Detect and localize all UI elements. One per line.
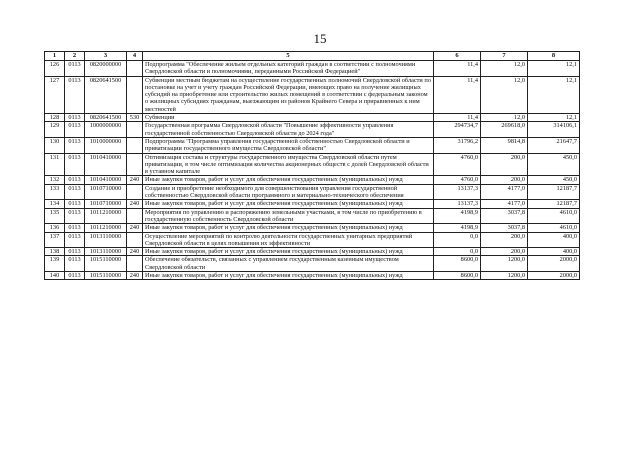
amount-year-2: 12,0 <box>481 114 528 122</box>
target-code: 0820000000 <box>85 61 127 77</box>
amount-year-3: 2000,0 <box>528 256 580 272</box>
header-cell-1: 1 <box>45 52 65 61</box>
target-code: 0820641500 <box>85 114 127 122</box>
row-number: 131 <box>45 153 65 176</box>
target-code: 1010000000 <box>85 137 127 153</box>
amount-year-1: 31796,2 <box>434 137 481 153</box>
target-code: 1011210000 <box>85 208 127 224</box>
item-name: Иные закупки товаров, работ и услуг для обеспечения государственных (муниципальных) нужд <box>143 272 434 280</box>
expense-type <box>127 122 143 138</box>
expense-type: 530 <box>127 114 143 122</box>
item-name: Государственная программа Свердловской области "Повышение эффективности управления государственной собственностью Свердловской области до 2024 года" <box>143 122 434 138</box>
section-code: 0113 <box>65 224 85 232</box>
amount-year-3: 12187,7 <box>528 200 580 208</box>
amount-year-3: 400,0 <box>528 248 580 256</box>
section-code: 0113 <box>65 61 85 77</box>
expense-type <box>127 208 143 224</box>
budget-table <box>44 51 580 280</box>
item-name: Осуществление мероприятий по контролю деятельности государственных унитарных предприятий Свердловской области в целях повышения их эффективности <box>143 232 434 248</box>
amount-year-1: 11,4 <box>434 76 481 113</box>
expense-type <box>127 256 143 272</box>
row-number: 129 <box>45 122 65 138</box>
amount-year-3: 4610,0 <box>528 208 580 224</box>
table-row <box>45 122 580 138</box>
target-code: 1000000000 <box>85 122 127 138</box>
row-number: 128 <box>45 114 65 122</box>
target-code: 1015110000 <box>85 272 127 280</box>
expense-type: 240 <box>127 272 143 280</box>
item-name: Обеспечение обязательств, связанных с управлением государственным казенным имуществом Свердловской области <box>143 256 434 272</box>
section-code: 0113 <box>65 200 85 208</box>
amount-year-2: 12,0 <box>481 61 528 77</box>
target-code: 1013110000 <box>85 232 127 248</box>
header-cell-4: 4 <box>127 52 143 61</box>
section-code: 0113 <box>65 184 85 200</box>
target-code: 1010710000 <box>85 200 127 208</box>
expense-type <box>127 153 143 176</box>
amount-year-1: 13137,3 <box>434 184 481 200</box>
section-code: 0113 <box>65 272 85 280</box>
section-code: 0113 <box>65 208 85 224</box>
section-code: 0113 <box>65 256 85 272</box>
expense-type <box>127 184 143 200</box>
item-name: Оптимизация состава и структуры государственного имущества Свердловской области путем приватизации, в том числе оптимизация количества акционерных обществ с долей Свердловской области в уставном капитале <box>143 153 434 176</box>
table-row <box>45 224 580 232</box>
item-name: Субвенции <box>143 114 434 122</box>
amount-year-2: 3037,8 <box>481 224 528 232</box>
amount-year-3: 450,0 <box>528 153 580 176</box>
header-cell-2: 2 <box>65 52 85 61</box>
amount-year-2: 4177,0 <box>481 200 528 208</box>
table-row <box>45 176 580 184</box>
amount-year-1: 4198,9 <box>434 224 481 232</box>
row-number: 133 <box>45 184 65 200</box>
amount-year-1: 13137,3 <box>434 200 481 208</box>
row-number: 136 <box>45 224 65 232</box>
section-code: 0113 <box>65 248 85 256</box>
amount-year-2: 200,0 <box>481 176 528 184</box>
item-name: Иные закупки товаров, работ и услуг для обеспечения государственных (муниципальных) нужд <box>143 200 434 208</box>
section-code: 0113 <box>65 114 85 122</box>
expense-type: 240 <box>127 224 143 232</box>
table-row <box>45 248 580 256</box>
table-body <box>45 61 580 280</box>
amount-year-1: 0,0 <box>434 248 481 256</box>
header-cell-7: 7 <box>481 52 528 61</box>
row-number: 139 <box>45 256 65 272</box>
amount-year-2: 1200,0 <box>481 256 528 272</box>
section-code: 0113 <box>65 232 85 248</box>
table-row <box>45 61 580 77</box>
amount-year-3: 12,1 <box>528 76 580 113</box>
table-row <box>45 256 580 272</box>
table-row <box>45 153 580 176</box>
row-number: 127 <box>45 76 65 113</box>
table-row <box>45 200 580 208</box>
target-code: 1010410000 <box>85 176 127 184</box>
amount-year-2: 269618,0 <box>481 122 528 138</box>
expense-type <box>127 61 143 77</box>
header-cell-3: 3 <box>85 52 127 61</box>
amount-year-2: 200,0 <box>481 248 528 256</box>
item-name: Мероприятия по управлению и распоряжению земельными участками, в том числе по приобретению в государственную собственность Свердловской области <box>143 208 434 224</box>
row-number: 137 <box>45 232 65 248</box>
row-number: 138 <box>45 248 65 256</box>
row-number: 134 <box>45 200 65 208</box>
amount-year-1: 8600,0 <box>434 256 481 272</box>
amount-year-3: 21647,7 <box>528 137 580 153</box>
amount-year-3: 4610,0 <box>528 224 580 232</box>
expense-type <box>127 76 143 113</box>
amount-year-2: 3037,8 <box>481 208 528 224</box>
section-code: 0113 <box>65 153 85 176</box>
table-row <box>45 272 580 280</box>
expense-type: 240 <box>127 200 143 208</box>
header-row <box>45 52 580 61</box>
amount-year-1: 11,4 <box>434 61 481 77</box>
amount-year-3: 314106,1 <box>528 122 580 138</box>
item-name: Субвенции местным бюджетам на осуществление государственных полномочий Свердловской области по постановке на учет и учету граждан Российской Федерации, имеющих право на получение жилищных субсидий на приобретение или строительство жилых помещений в соответствии с федеральным законом о жилищных субсидиях гражданам, выезжающим из районов Крайнего Севера и приравненных к ним местностей <box>143 76 434 113</box>
amount-year-1: 294734,7 <box>434 122 481 138</box>
item-name: Подпрограмма "Программа управления государственной собственностью Свердловской области и приватизации государственного имущества Свердловской области" <box>143 137 434 153</box>
header-cell-5: 5 <box>143 52 434 61</box>
target-code: 0820641500 <box>85 76 127 113</box>
amount-year-3: 12,1 <box>528 61 580 77</box>
row-number: 130 <box>45 137 65 153</box>
amount-year-3: 12187,7 <box>528 184 580 200</box>
amount-year-1: 4198,9 <box>434 208 481 224</box>
amount-year-3: 450,0 <box>528 176 580 184</box>
table-row <box>45 184 580 200</box>
target-code: 1015110000 <box>85 256 127 272</box>
amount-year-1: 0,0 <box>434 232 481 248</box>
item-name: Иные закупки товаров, работ и услуг для обеспечения государственных (муниципальных) нужд <box>143 248 434 256</box>
expense-type: 240 <box>127 176 143 184</box>
table-row <box>45 208 580 224</box>
amount-year-3: 400,0 <box>528 232 580 248</box>
amount-year-2: 1200,0 <box>481 272 528 280</box>
item-name: Иные закупки товаров, работ и услуг для обеспечения государственных (муниципальных) нужд <box>143 224 434 232</box>
amount-year-1: 11,4 <box>434 114 481 122</box>
amount-year-2: 12,0 <box>481 76 528 113</box>
header-cell-8: 8 <box>528 52 580 61</box>
section-code: 0113 <box>65 76 85 113</box>
page-number: 15 <box>313 31 327 46</box>
amount-year-2: 200,0 <box>481 153 528 176</box>
target-code: 1011210000 <box>85 224 127 232</box>
expense-type: 240 <box>127 248 143 256</box>
row-number: 132 <box>45 176 65 184</box>
table-row <box>45 137 580 153</box>
expense-type <box>127 232 143 248</box>
amount-year-1: 4760,0 <box>434 176 481 184</box>
amount-year-1: 4760,0 <box>434 153 481 176</box>
amount-year-3: 12,1 <box>528 114 580 122</box>
amount-year-2: 200,0 <box>481 232 528 248</box>
row-number: 126 <box>45 61 65 77</box>
header-cell-6: 6 <box>434 52 481 61</box>
table-row <box>45 232 580 248</box>
item-name: Иные закупки товаров, работ и услуг для обеспечения государственных (муниципальных) нужд <box>143 176 434 184</box>
target-code: 1010710000 <box>85 184 127 200</box>
target-code: 1013110000 <box>85 248 127 256</box>
amount-year-2: 9814,8 <box>481 137 528 153</box>
target-code: 1010410000 <box>85 153 127 176</box>
row-number: 140 <box>45 272 65 280</box>
section-code: 0113 <box>65 137 85 153</box>
amount-year-3: 2000,0 <box>528 272 580 280</box>
section-code: 0113 <box>65 122 85 138</box>
table-row <box>45 114 580 122</box>
item-name: Подпрограмма "Обеспечение жильем отдельных категорий граждан в соответствии с полномочиями Свердловской области и полномочиями, переданными Российской Федерацией" <box>143 61 434 77</box>
table-row <box>45 76 580 113</box>
amount-year-2: 4177,0 <box>481 184 528 200</box>
amount-year-1: 8600,0 <box>434 272 481 280</box>
row-number: 135 <box>45 208 65 224</box>
expense-type <box>127 137 143 153</box>
item-name: Создание и приобретение необходимого для совершенствования управления государственной собственностью Свердловской области программного и материально-технического обеспечения <box>143 184 434 200</box>
section-code: 0113 <box>65 176 85 184</box>
